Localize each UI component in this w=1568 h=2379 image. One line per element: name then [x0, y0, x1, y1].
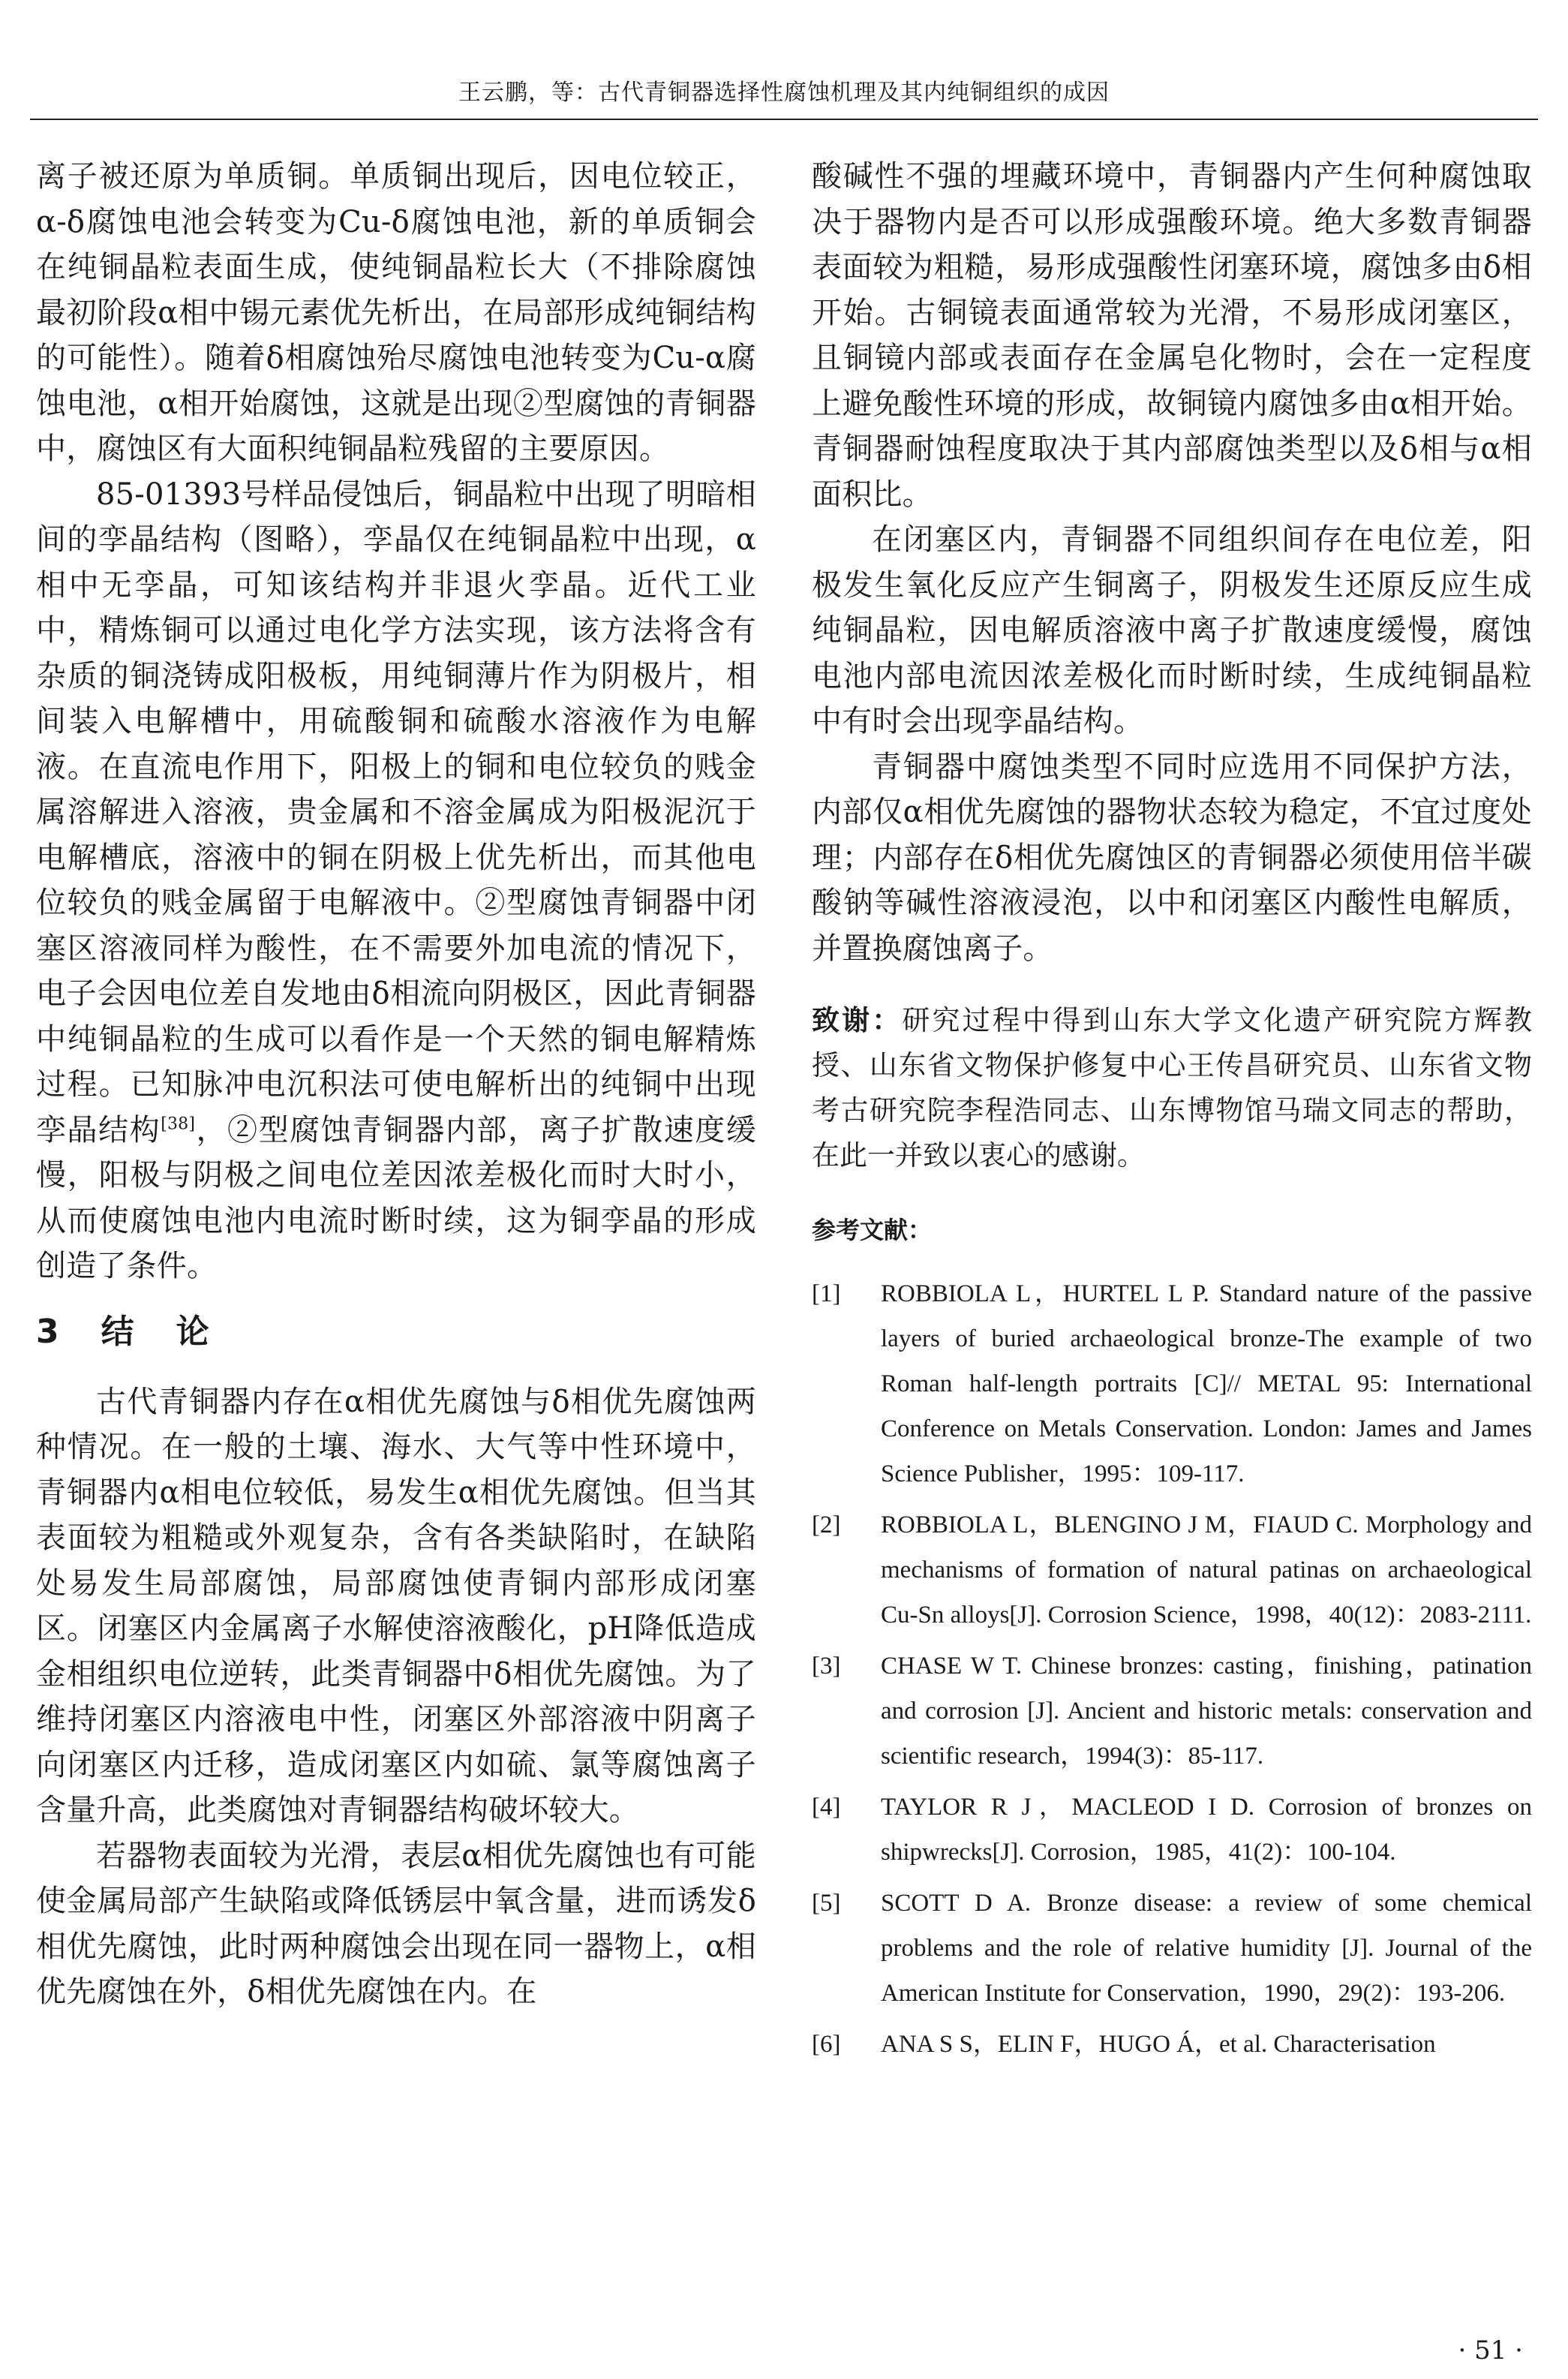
paragraph: 若器物表面较为光滑，表层α相优先腐蚀也有可能使金属局部产生缺陷或降低锈层中氧含量，进而诱发δ相优先腐蚀，此时两种腐蚀会出现在同一器物上，α相优先腐蚀在外，δ相优先腐蚀在内。在 [36, 1838, 756, 2009]
reference-text: TAYLOR R J，MACLEOD I D. Corrosion of bronzes on shipwrecks[J]. Corrosion，1985，41(2)：100-104. [881, 1794, 1532, 1866]
right-column [812, 154, 1532, 2073]
reference-text: CHASE W T. Chinese bronzes: casting，finishing，patination and corrosion [J]. Ancient and historic metals: conservation and scientific research，1994(3)：85-117. [881, 1653, 1532, 1770]
reference-item [812, 2022, 1532, 2067]
paragraph-text: 85-01393号样品侵蚀后，铜晶粒中出现了明暗相间的孪晶结构（图略），孪晶仅在纯铜晶粒中出现，α相中无孪晶，可知该结构并非退火孪晶。近代工业中，精炼铜可以通过电化学方法实现，该方法将含有杂质的铜浇铸成阳极板，用纯铜薄片作为阴极片，相间装入电解槽中，用硫酸铜和硫酸水溶液作为电解液。在直流电作用下，阳极上的铜和电位较负的贱金属溶解进入溶液，贵金属和不溶金属成为阳极泥沉于电解槽底，溶液中的铜在阴极上优先析出，而其他电位较负的贱金属留于电解液中。②型腐蚀青铜器中闭塞区溶液同样为酸性，在不需要外加电流的情况下，电子会因电位差自发地由δ相流向阴极区，因此青铜器中纯铜晶粒的生成可以看作是一个天然的铜电解精炼过程。已知脉冲电沉积法可使电解析出的纯铜中出现孪晶结构 [36, 477, 756, 1147]
paragraph: 离子被还原为单质铜。单质铜出现后，因电位较正，α-δ腐蚀电池会转变为Cu-δ腐蚀电池，新的单质铜会在纯铜晶粒表面生成，使纯铜晶粒长大（不排除腐蚀最初阶段α相中锡元素优先析出，在局部形成纯铜结构的可能性）。随着δ相腐蚀殆尽腐蚀电池转变为Cu-α腐蚀电池，α相开始腐蚀，这就是出现②型腐蚀的青铜器中，腐蚀区有大面积纯铜晶粒残留的主要原因。 [36, 159, 756, 466]
paragraph: 酸碱性不强的埋藏环境中，青铜器内产生何种腐蚀取决于器物内是否可以形成强酸环境。绝大多数青铜器表面较为粗糙，易形成强酸性闭塞环境，腐蚀多由δ相开始。古铜镜表面通常较为光滑，不易形成闭塞区，且铜镜内部或表面存在金属皂化物时，会在一定程度上避免酸性环境的形成，故铜镜内腐蚀多由α相开始。青铜器耐蚀程度取决于其内部腐蚀类型以及δ相与α相面积比。 [812, 159, 1532, 512]
reference-number: [6] [812, 2031, 841, 2058]
acknowledgement-label: 致谢： [812, 1004, 903, 1036]
reference-item [812, 1785, 1532, 1875]
section-heading: 3 结 论 [36, 1312, 214, 1351]
reference-number: [5] [812, 1890, 841, 1917]
running-header: 王云鹏，等：古代青铜器选择性腐蚀机理及其内纯铜组织的成因 [458, 80, 1110, 106]
reference-number: [2] [812, 1511, 841, 1538]
reference-number: [1] [812, 1280, 841, 1307]
reference-item [812, 1502, 1532, 1638]
reference-item [812, 1881, 1532, 2016]
reference-text: ANA S S，ELIN F，HUGO Á，et al. Characterisation [881, 2031, 1436, 2058]
reference-item [812, 1271, 1532, 1496]
header-rule [30, 119, 1538, 120]
reference-text: ROBBIOLA L，HURTEL L P. Standard nature of the passive layers of buried archaeological bronze-The example of two Roman half-length portraits [C]// METAL 95: International Conference on Metals Conservation. London: James and James Science Publisher，1995：109-117. [881, 1280, 1532, 1487]
page-number: · 51 · [1458, 2335, 1523, 2365]
acknowledgement [812, 998, 1532, 1178]
reference-number: [4] [812, 1794, 841, 1821]
reference-text: ROBBIOLA L，BLENGINO J M，FIAUD C. Morphology and mechanisms of formation of natural patinas on archaeological Cu-Sn alloys[J]. Corrosion Science，1998，40(12)：2083-2111. [881, 1511, 1532, 1629]
acknowledgement-text: 研究过程中得到山东大学文化遗产研究院方辉教授、山东省文物保护修复中心王传昌研究员、山东省文物考古研究院李程浩同志、山东博物馆马瑞文同志的帮助，在此一并致以衷心的感谢。 [812, 1004, 1533, 1171]
paragraph: 在闭塞区内，青铜器不同组织间存在电位差，阳极发生氧化反应产生铜离子，阴极发生还原反应生成纯铜晶粒，因电解质溶液中离子扩散速度缓慢，腐蚀电池内部电流因浓差极化而时断时续，生成纯铜晶粒中有时会出现孪晶结构。 [812, 522, 1532, 738]
paragraph-text: ，②型腐蚀青铜器内部，离子扩散速度缓慢，阳极与阴极之间电位差因浓差极化而时大时小，从而使腐蚀电池内电流时断时续，这为铜孪晶的形成创造了条件。 [36, 1112, 756, 1283]
paragraph: 古代青铜器内存在α相优先腐蚀与δ相优先腐蚀两种情况。在一般的土壤、海水、大气等中性环境中，青铜器内α相电位较低，易发生α相优先腐蚀。但当其表面较为粗糙或外观复杂，含有各类缺陷时，在缺陷处易发生局部腐蚀，局部腐蚀使青铜内部形成闭塞区。闭塞区内金属离子水解使溶液酸化，pH降低造成金相组织电位逆转，此类青铜器中δ相优先腐蚀。为了维持闭塞区内溶液电中性，闭塞区外部溶液中阴离子向闭塞区内迁移，造成闭塞区内如硫、氯等腐蚀离子含量升高，此类腐蚀对青铜器结构破坏较大。 [36, 1384, 756, 1827]
paragraph: 青铜器中腐蚀类型不同时应选用不同保护方法，内部仅α相优先腐蚀的器物状态较为稳定，不宜过度处理；内部存在δ相优先腐蚀区的青铜器必须使用倍半碳酸钠等碱性溶液浸泡，以中和闭塞区内酸性电解质，并置换腐蚀离子。 [812, 749, 1532, 966]
reference-text: SCOTT D A. Bronze disease: a review of some chemical problems and the role of relative humidity [J]. Journal of the American Institute for Conservation，1990，29(2)：193-206. [881, 1890, 1532, 2007]
paragraph [36, 472, 756, 1289]
reference-item [812, 1644, 1532, 1779]
citation-ref: [38] [161, 1114, 196, 1134]
reference-list [812, 1271, 1532, 2067]
references-title: 参考文献： [812, 1216, 933, 1244]
reference-number: [3] [812, 1653, 841, 1680]
left-column [36, 154, 756, 2015]
